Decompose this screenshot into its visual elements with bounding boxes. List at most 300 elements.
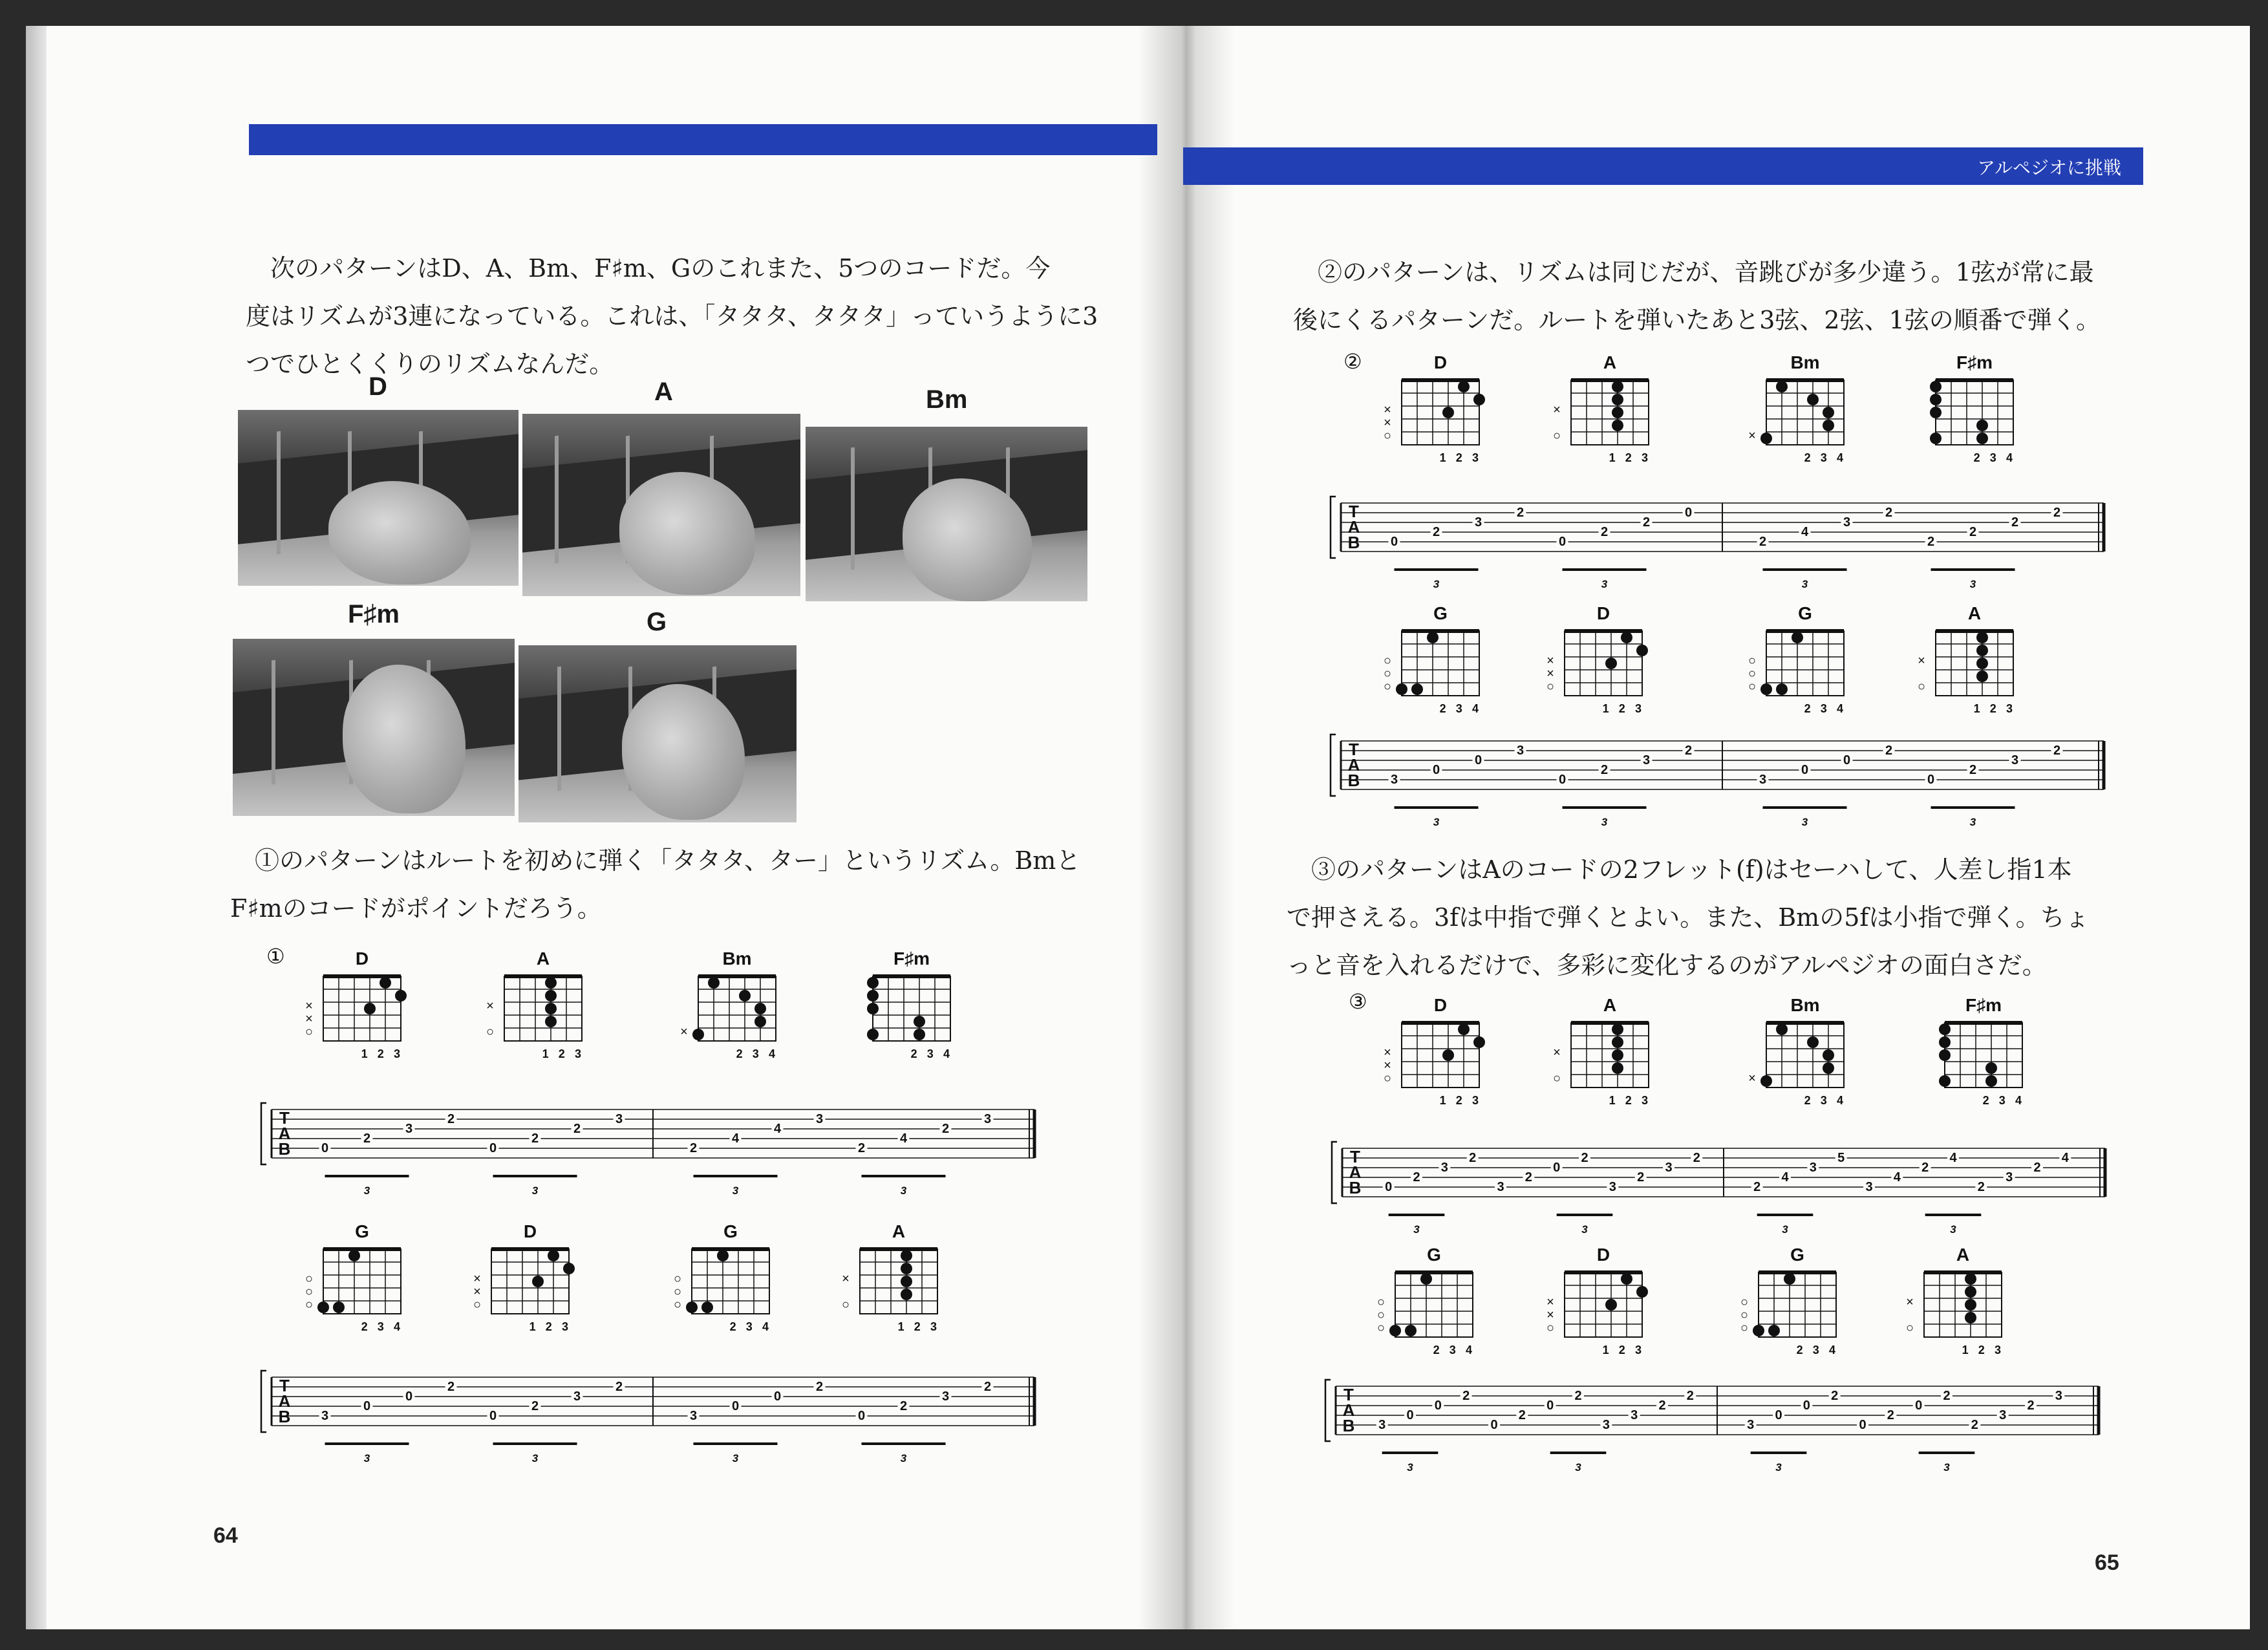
intro-line: つでひとくくりのリズムなんだ。 xyxy=(246,350,614,378)
tab-fret-number: 0 xyxy=(1775,1408,1782,1422)
tab-fret-number: 3 xyxy=(2006,1170,2013,1184)
finger-dot xyxy=(1823,420,1834,431)
finger-dot xyxy=(548,1250,559,1261)
finger-number: 2 xyxy=(1455,1094,1462,1107)
tab-fret-number: 2 xyxy=(1971,1418,1978,1432)
finger-dot xyxy=(701,1302,713,1313)
finger-dot xyxy=(348,1250,360,1261)
string-mark: × xyxy=(473,1272,481,1286)
chord-name: G xyxy=(1427,1245,1441,1265)
finger-dot xyxy=(1976,670,1988,682)
chord-name: A xyxy=(892,1221,906,1241)
finger-number: 4 xyxy=(1836,702,1844,715)
string-mark: ○ xyxy=(1376,1321,1385,1335)
tab-fret-number: 3 xyxy=(1516,744,1524,758)
finger-dot xyxy=(1473,394,1485,405)
para-line: F♯mのコードがポイントだろう。 xyxy=(230,894,602,923)
finger-number: 3 xyxy=(393,1047,401,1060)
tab-fret-number: 3 xyxy=(2011,753,2019,767)
finger-number: 3 xyxy=(561,1320,569,1333)
finger-dot xyxy=(1965,1273,1976,1285)
chord-name: Bm xyxy=(1790,352,1820,372)
tab-fret-number: 3 xyxy=(1497,1180,1504,1194)
finger-dot xyxy=(1976,420,1988,431)
finger-number: 2 xyxy=(1804,1094,1811,1107)
photo-label-d: D xyxy=(369,372,387,401)
tab-fret-number: 2 xyxy=(1684,744,1693,758)
triplet-number: 3 xyxy=(1601,578,1608,590)
finger-dot xyxy=(1823,407,1834,418)
finger-dot xyxy=(901,1263,912,1274)
tab-fret-number: 2 xyxy=(815,1380,824,1394)
chord-name: F♯m xyxy=(893,948,930,969)
triplet-number: 3 xyxy=(1575,1461,1581,1473)
tab-fret-number: 2 xyxy=(363,1131,371,1146)
section-title: アルペジオに挑戦 xyxy=(1977,157,2121,178)
tab-fret-number: 4 xyxy=(899,1131,908,1146)
finger-number: 2 xyxy=(1439,702,1446,715)
string-mark: × xyxy=(1546,667,1554,681)
string-mark: ○ xyxy=(1383,654,1392,668)
tab-clef-letter: B xyxy=(278,1139,291,1159)
string-mark: ○ xyxy=(1905,1321,1914,1335)
finger-number: 3 xyxy=(1820,451,1827,464)
string-mark: ○ xyxy=(1383,1071,1392,1086)
triplet-number: 3 xyxy=(1969,578,1976,590)
finger-dot xyxy=(545,1016,557,1027)
tab-clef-letter: T xyxy=(1349,740,1359,759)
string-mark: ○ xyxy=(1917,680,1926,694)
finger-dot xyxy=(1930,407,1942,418)
photo-label-g: G xyxy=(647,608,667,636)
finger-dot xyxy=(1420,1273,1432,1285)
finger-dot xyxy=(1458,1023,1470,1035)
string-mark: × xyxy=(1748,1071,1756,1086)
string-mark: × xyxy=(1546,1295,1554,1309)
tab-fret-number: 3 xyxy=(615,1112,623,1126)
finger-number: 4 xyxy=(1828,1344,1836,1356)
tab-fret-number: 2 xyxy=(899,1399,908,1413)
string-mark: ○ xyxy=(673,1272,682,1286)
finger-number: 3 xyxy=(1994,1344,2002,1356)
finger-dot xyxy=(1405,1325,1417,1336)
finger-number: 3 xyxy=(1641,451,1649,464)
tab-fret-number: 0 xyxy=(1859,1418,1867,1432)
finger-number: 2 xyxy=(910,1047,917,1060)
tab-fret-number: 2 xyxy=(2053,506,2061,520)
string-mark: ○ xyxy=(1383,680,1392,694)
finger-dot xyxy=(692,1029,704,1040)
string-mark: ○ xyxy=(673,1285,682,1299)
chord-grid-frame xyxy=(1945,1023,2022,1088)
finger-dot xyxy=(1605,1299,1617,1311)
tab-bracket xyxy=(261,1103,266,1164)
tab-fret-number: 3 xyxy=(321,1409,329,1423)
tab-fret-number: 2 xyxy=(1469,1151,1477,1165)
triplet-number: 3 xyxy=(1801,578,1808,590)
finger-dot xyxy=(867,1003,879,1014)
tab-fret-number: 2 xyxy=(1516,506,1524,520)
string-mark: ○ xyxy=(1748,654,1757,668)
finger-dot xyxy=(1939,1049,1951,1061)
finger-dot xyxy=(1965,1299,1976,1311)
finger-number: 3 xyxy=(1641,1094,1649,1107)
finger-dot xyxy=(1473,1036,1485,1048)
finger-number: 4 xyxy=(768,1047,776,1060)
photo-label-a: A xyxy=(654,378,673,406)
finger-dot xyxy=(545,1003,557,1014)
finger-dot xyxy=(395,990,407,1002)
tab-clef-letter: A xyxy=(278,1391,291,1411)
finger-number: 2 xyxy=(729,1320,736,1333)
tab-fret-number: 2 xyxy=(941,1122,950,1136)
pattern2-paragraph xyxy=(1293,248,2159,344)
finger-number: 3 xyxy=(1634,702,1642,715)
tab-fret-number: 0 xyxy=(489,1409,497,1423)
finger-dot xyxy=(1636,645,1648,656)
para-line: 後にくるパターンだ。ルートを弾いたあと3弦、2弦、1弦の順番で弾く。 xyxy=(1293,306,2101,334)
finger-dot xyxy=(563,1263,575,1274)
finger-number: 1 xyxy=(1609,1094,1616,1107)
finger-number: 3 xyxy=(745,1320,753,1333)
tab-fret-number: 0 xyxy=(321,1141,329,1155)
finger-number: 2 xyxy=(545,1320,552,1333)
finger-number: 2 xyxy=(1618,1344,1625,1356)
tab-fret-number: 2 xyxy=(615,1380,623,1394)
string-mark: × xyxy=(1384,403,1391,417)
tab-fret-number: 0 xyxy=(1684,506,1693,520)
string-mark: × xyxy=(1906,1295,1914,1309)
chord-name: G xyxy=(1798,603,1812,623)
finger-number: 2 xyxy=(1982,1094,1989,1107)
tab-fret-number: 3 xyxy=(1809,1161,1817,1175)
finger-dot xyxy=(1807,1036,1819,1048)
finger-number: 4 xyxy=(1471,702,1479,715)
finger-dot xyxy=(1976,658,1988,669)
tab-fret-number: 2 xyxy=(1637,1170,1645,1184)
tab-fret-number: 3 xyxy=(1999,1408,2007,1422)
tab-fret-number: 3 xyxy=(689,1409,698,1423)
tab-fret-number: 2 xyxy=(1927,535,1935,549)
finger-number: 3 xyxy=(1820,1094,1827,1107)
string-mark: ○ xyxy=(841,1298,850,1312)
tab-fret-number: 2 xyxy=(531,1399,539,1413)
string-mark: ○ xyxy=(1383,667,1392,681)
string-mark: × xyxy=(1553,1045,1561,1060)
finger-number: 2 xyxy=(377,1047,384,1060)
photo-label-fm: F♯m xyxy=(348,600,400,628)
tab-fret-number: 0 xyxy=(1390,535,1398,549)
tab-fret-number: 2 xyxy=(1600,763,1609,777)
finger-number: 3 xyxy=(2006,702,2013,715)
tab-fret-number: 3 xyxy=(1602,1418,1610,1432)
finger-dot xyxy=(1612,1062,1623,1074)
tab-fret-number: 2 xyxy=(1413,1170,1420,1184)
string-mark: ○ xyxy=(1748,680,1757,694)
finger-dot xyxy=(1965,1286,1976,1298)
triplet-number: 3 xyxy=(1407,1461,1413,1473)
triplet-number: 3 xyxy=(363,1184,370,1197)
triplet-number: 3 xyxy=(1782,1223,1788,1236)
finger-number: 1 xyxy=(897,1320,904,1333)
finger-dot xyxy=(1612,1023,1623,1035)
string-mark: ○ xyxy=(305,1025,314,1039)
string-mark: × xyxy=(305,1012,313,1026)
chord-name: A xyxy=(536,948,550,969)
triplet-number: 3 xyxy=(1433,578,1440,590)
finger-number: 1 xyxy=(1439,1094,1446,1107)
chord-name: D xyxy=(1596,603,1610,623)
triplet-number: 3 xyxy=(363,1452,370,1464)
string-mark: × xyxy=(1384,1058,1391,1073)
triplet-number: 3 xyxy=(900,1452,907,1464)
finger-dot xyxy=(1612,1036,1623,1048)
tab-fret-number: 5 xyxy=(1837,1151,1845,1165)
finger-number: 3 xyxy=(1989,451,1996,464)
tab-fret-number: 0 xyxy=(1927,773,1935,787)
string-mark: × xyxy=(1553,403,1561,417)
tab-fret-number: 0 xyxy=(1546,1398,1554,1413)
tab-fret-number: 2 xyxy=(447,1112,455,1126)
finger-dot xyxy=(1965,1312,1976,1323)
tab-fret-number: 0 xyxy=(1474,753,1482,767)
tab-fret-number: 3 xyxy=(573,1389,581,1404)
para-line: っと音を入れるだけで、多彩に変化するのがアルペジオの面白さだ。 xyxy=(1287,951,2047,980)
tab-fret-number: 2 xyxy=(1432,525,1440,539)
finger-number: 1 xyxy=(361,1047,368,1060)
string-mark: ○ xyxy=(1552,429,1561,443)
finger-dot xyxy=(1411,683,1423,695)
chord-name: A xyxy=(1603,352,1617,372)
finger-number: 1 xyxy=(1602,702,1609,715)
finger-dot xyxy=(380,977,391,989)
tab-fret-number: 2 xyxy=(2011,515,2019,530)
finger-dot xyxy=(1605,658,1617,669)
finger-dot xyxy=(1930,381,1942,392)
tab-fret-number: 3 xyxy=(1474,515,1482,530)
finger-dot xyxy=(364,1003,376,1014)
finger-number: 2 xyxy=(1618,702,1625,715)
string-mark: ○ xyxy=(486,1025,495,1039)
finger-dot xyxy=(1427,632,1439,643)
finger-number: 3 xyxy=(1998,1094,2006,1107)
chord-name: Bm xyxy=(1790,995,1820,1015)
finger-number: 4 xyxy=(2015,1094,2022,1107)
para-line: で押さえる。3fは中指で弾くとよい。また、Bmの5fは小指で弾く。ちょ xyxy=(1287,903,2090,932)
finger-dot xyxy=(686,1302,698,1313)
chord-grid-frame xyxy=(1924,1272,2002,1337)
finger-number: 1 xyxy=(542,1047,549,1060)
finger-number: 3 xyxy=(574,1047,582,1060)
chord-name: G xyxy=(355,1221,369,1241)
finger-dot xyxy=(1930,394,1942,405)
tab-fret-number: 3 xyxy=(1631,1408,1638,1422)
finger-number: 2 xyxy=(736,1047,743,1060)
chord-grid-frame xyxy=(1571,380,1649,445)
chord-grid-frame xyxy=(1571,1023,1649,1088)
tab-fret-number: 3 xyxy=(941,1389,950,1404)
string-mark: ○ xyxy=(1376,1295,1385,1309)
finger-dot xyxy=(914,1029,925,1040)
finger-dot xyxy=(1389,1325,1401,1336)
finger-dot xyxy=(1768,1325,1780,1336)
finger-dot xyxy=(1753,1325,1764,1336)
triplet-number: 3 xyxy=(1601,816,1608,828)
tab-fret-number: 0 xyxy=(1843,753,1851,767)
chord-grid-frame xyxy=(860,1249,937,1314)
finger-number: 3 xyxy=(1812,1344,1819,1356)
finger-dot xyxy=(1792,632,1803,643)
tab-fret-number: 2 xyxy=(1600,525,1609,539)
chord-name: D xyxy=(1433,995,1448,1015)
triplet-number: 3 xyxy=(1433,816,1440,828)
finger-dot xyxy=(901,1276,912,1287)
finger-dot xyxy=(1976,645,1988,656)
string-mark: ○ xyxy=(1740,1295,1749,1309)
triplet-number: 3 xyxy=(732,1184,739,1197)
tab-fret-number: 3 xyxy=(1609,1180,1616,1194)
para-line: ③のパターンはAのコードの2フレット(f)はセーハして、人差し指1本 xyxy=(1311,855,2072,884)
finger-number: 1 xyxy=(1973,702,1980,715)
string-mark: ○ xyxy=(305,1285,314,1299)
tab-fret-number: 2 xyxy=(1693,1151,1700,1165)
finger-dot xyxy=(1760,433,1772,444)
chord-name: D xyxy=(1596,1245,1610,1265)
tab-fret-number: 3 xyxy=(2055,1389,2062,1403)
chord-grid-frame xyxy=(504,976,582,1041)
chord-name: G xyxy=(1790,1245,1804,1265)
tab-clef-letter: T xyxy=(279,1376,290,1395)
tab-fret-number: 4 xyxy=(1893,1170,1901,1184)
page-number-right: 65 xyxy=(2095,1550,2119,1575)
tab-fret-number: 0 xyxy=(773,1389,782,1404)
finger-dot xyxy=(1621,632,1632,643)
tab-clef-letter: A xyxy=(1342,1400,1355,1420)
chord-name: G xyxy=(723,1221,738,1241)
tab-fret-number: 0 xyxy=(1558,535,1567,549)
finger-dot xyxy=(1939,1036,1951,1048)
finger-dot xyxy=(739,990,751,1002)
tab-fret-number: 2 xyxy=(983,1380,992,1394)
finger-number: 2 xyxy=(558,1047,565,1060)
finger-number: 3 xyxy=(1455,702,1462,715)
finger-number: 4 xyxy=(2006,451,2013,464)
finger-dot xyxy=(1939,1075,1951,1087)
tab-fret-number: 2 xyxy=(1642,515,1651,530)
tab-fret-number: 2 xyxy=(531,1131,539,1146)
tab-clef-letter: T xyxy=(1350,1147,1360,1166)
tab-fret-number: 0 xyxy=(731,1399,740,1413)
tab-fret-number: 2 xyxy=(1574,1389,1582,1403)
tab-fret-number: 2 xyxy=(1831,1389,1839,1403)
tab-clef-letter: B xyxy=(1347,771,1360,790)
finger-dot xyxy=(717,1250,729,1261)
string-mark: ○ xyxy=(1383,429,1392,443)
tab-fret-number: 0 xyxy=(489,1141,497,1155)
chord-grid-frame xyxy=(1936,380,2013,445)
tab-fret-number: 3 xyxy=(1665,1161,1673,1175)
finger-number: 3 xyxy=(1471,451,1479,464)
finger-number: 4 xyxy=(762,1320,769,1333)
finger-dot xyxy=(1985,1075,1997,1087)
finger-dot xyxy=(1612,394,1623,405)
tab-fret-number: 4 xyxy=(773,1122,782,1136)
finger-dot xyxy=(754,1016,766,1027)
tab-clef-letter: B xyxy=(278,1407,291,1426)
tab-fret-number: 3 xyxy=(1440,1161,1448,1175)
tab-fret-number: 3 xyxy=(1642,753,1651,767)
string-mark: ○ xyxy=(305,1272,314,1286)
triplet-number: 3 xyxy=(1943,1461,1950,1473)
string-mark: ○ xyxy=(673,1298,682,1312)
tab-fret-number: 2 xyxy=(1943,1389,1951,1403)
triplet-number: 3 xyxy=(1801,816,1808,828)
finger-number: 1 xyxy=(1602,1344,1609,1356)
tab-fret-number: 2 xyxy=(1658,1398,1666,1413)
finger-number: 4 xyxy=(943,1047,950,1060)
chord-name: D xyxy=(523,1221,537,1241)
tab-fret-number: 4 xyxy=(1949,1151,1957,1165)
string-mark: × xyxy=(842,1272,850,1286)
string-mark: ○ xyxy=(1546,680,1555,694)
chord-name: D xyxy=(1433,352,1448,372)
finger-number: 4 xyxy=(1465,1344,1473,1356)
finger-number: 2 xyxy=(1625,451,1632,464)
finger-number: 4 xyxy=(1836,451,1844,464)
tab-bracket xyxy=(1331,497,1336,558)
triplet-number: 3 xyxy=(900,1184,907,1197)
finger-dot xyxy=(708,977,720,989)
tab-fret-number: 4 xyxy=(1801,525,1809,539)
string-mark: × xyxy=(1384,1045,1391,1060)
tab-fret-number: 0 xyxy=(1434,1398,1442,1413)
finger-dot xyxy=(1823,1049,1834,1061)
finger-dot xyxy=(1396,683,1407,695)
finger-number: 3 xyxy=(1820,702,1827,715)
tab-clef-letter: A xyxy=(1349,1162,1362,1182)
finger-dot xyxy=(1776,1023,1788,1035)
finger-dot xyxy=(1442,1049,1454,1061)
finger-dot xyxy=(901,1289,912,1300)
tab-fret-number: 0 xyxy=(1490,1418,1498,1432)
photo-label-bm: Bm xyxy=(926,385,968,414)
finger-number: 2 xyxy=(1989,702,1996,715)
chord-name: A xyxy=(1603,995,1617,1015)
tab-fret-number: 4 xyxy=(2061,1151,2069,1165)
finger-dot xyxy=(1612,420,1623,431)
string-mark: ○ xyxy=(473,1298,482,1312)
finger-number: 1 xyxy=(1439,451,1446,464)
tab-fret-number: 4 xyxy=(1781,1170,1789,1184)
finger-dot xyxy=(867,1029,879,1040)
finger-number: 2 xyxy=(1973,451,1980,464)
pattern-marker-3: ③ xyxy=(1349,989,1367,1014)
tab-fret-number: 0 xyxy=(1553,1161,1561,1175)
tab-fret-number: 2 xyxy=(1462,1389,1470,1403)
chord-name: D xyxy=(355,948,369,969)
tab-fret-number: 2 xyxy=(1885,506,1893,520)
string-mark: ○ xyxy=(305,1298,314,1312)
finger-dot xyxy=(1760,1075,1772,1087)
chord-name: F♯m xyxy=(1956,352,1993,372)
tab-fret-number: 2 xyxy=(573,1122,581,1136)
finger-dot xyxy=(1612,1049,1623,1061)
tab-fret-number: 2 xyxy=(1518,1408,1526,1422)
finger-number: 1 xyxy=(1609,451,1616,464)
intro-line: 次のパターンはD、A、Bm、F♯m、Gのこれまた、5つのコードだ。今 xyxy=(270,254,1051,283)
finger-number: 4 xyxy=(393,1320,401,1333)
tab-fret-number: 2 xyxy=(1759,535,1767,549)
